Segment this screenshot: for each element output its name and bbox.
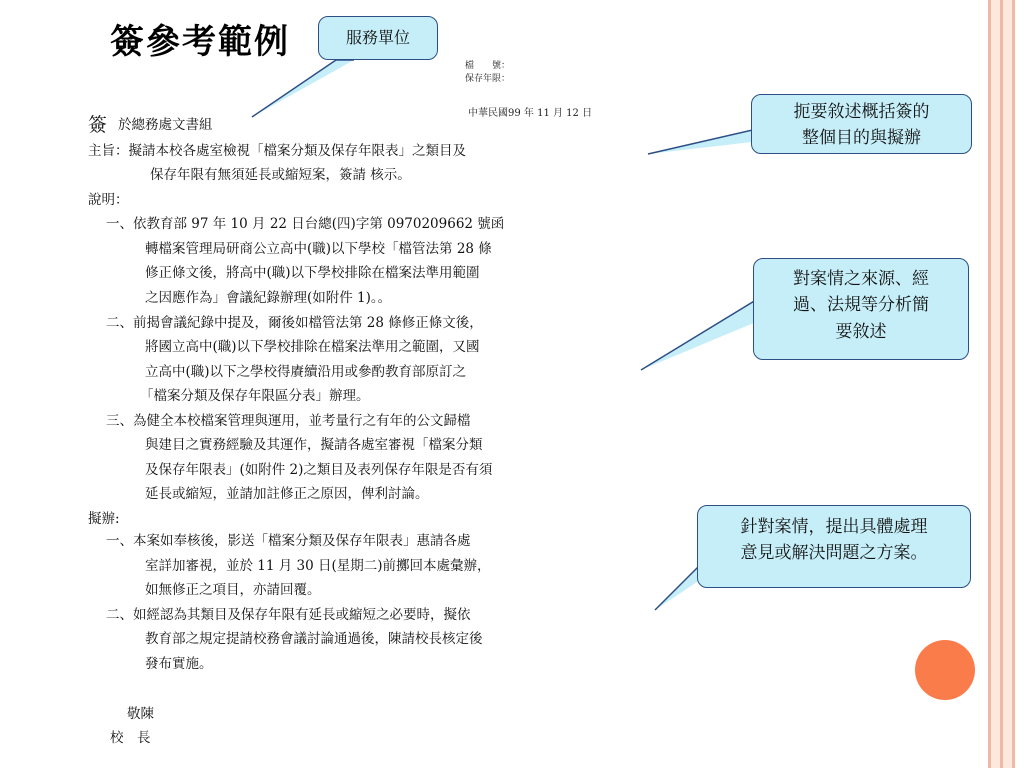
explain-2-line-4: 「檔案分類及保存年限區分表」辦理。 [140, 388, 370, 404]
callout-proposal [697, 505, 971, 588]
explain-2-line-2: 將國立高中(職)以下學校排除在檔案法準用之範圍，又國 [145, 339, 480, 355]
subject-line-2: 保存年限有無須延長或縮短案，簽請 核示。 [150, 167, 411, 183]
page-title: 簽參考範例 [110, 22, 290, 62]
proposal-2-line-1: 二、如經認為其類目及保存年限有延長或縮短之必要時，擬依 [106, 607, 471, 623]
explain-1-line-4: 之因應作為」會議紀錄辦理(如附件 1)。。 [145, 290, 392, 306]
callout-unit: 服務單位 [318, 16, 438, 60]
closing-text: 敬陳 [127, 706, 154, 722]
explain-2-line-3: 立高中(職)以下之學校得賡續沿用或參酌教育部原訂之 [145, 364, 467, 380]
callout-proposal-text: 針對案情，提出具體處理 意見或解決問題之方案。 [740, 517, 928, 564]
pointer-unit [252, 60, 354, 117]
explain-3-line-3: 及保存年限表」(如附件 2)之類目及表列保存年限是否有須 [145, 462, 493, 478]
sign-unit: 於總務處文書組 [118, 117, 213, 133]
proposal-2-line-2: 教育部之規定提請校務會議討論通過後，陳請校長核定後 [145, 631, 483, 647]
explain-1-line-3: 修正條文後，將高中(職)以下學校排除在檔案法準用範圍 [145, 265, 480, 281]
explain-3-line-1: 三、為健全本校檔案管理與運用，並考量行之有年的公文歸檔 [106, 413, 471, 429]
explain-3-line-2: 與建目之實務經驗及其運作，擬請各處室審視「檔案分類 [145, 437, 483, 453]
explain-2-line-1: 二、前揭會議紀錄中提及，爾後如檔管法第 28 條修正條文後， [106, 315, 483, 331]
pointer-analysis [641, 300, 756, 370]
explain-1-line-1: 一、依教育部 97 年 10 月 22 日台總(四)字第 0970209662 號函 [106, 216, 505, 232]
explain-3-line-4: 延長或縮短，並請加註修正之原因，俾利討論。 [145, 486, 429, 502]
decorative-orange-circle [915, 640, 975, 700]
principal-label: 校 長 [110, 730, 151, 746]
proposal-1-line-3: 如無修正之項目，亦請回覆。 [145, 582, 321, 598]
subject-line-1: 主旨：擬請本校各處室檢視「檔案分類及保存年限表」之類目及 [88, 143, 466, 159]
callout-summary [751, 94, 972, 154]
retention-label: 保存年限： [465, 74, 511, 84]
explain-1-line-2: 轉檔案管理局研商公立高中(職)以下學校「檔管法第 28 條 [145, 241, 492, 257]
callout-analysis-text: 對案情之來源、經 過、法規等分析簡 要敘述 [793, 269, 929, 342]
document-date: 中華民國99 年 11 月 12 日 [468, 108, 593, 119]
pointer-proposal [655, 565, 700, 610]
proposal-1-line-2: 室詳加審視，並於 11 月 30 日(星期二)前擲回本處彙辦， [145, 558, 491, 574]
callout-summary-text: 扼要敘述概括簽的 整個目的與擬辦 [793, 102, 930, 149]
sign-label: 簽 [88, 114, 108, 136]
explain-label: 說明： [88, 192, 129, 208]
callout-analysis [753, 258, 969, 360]
file-number-label: 檔 號： [465, 61, 511, 71]
proposal-label: 擬辦: [88, 511, 120, 527]
proposal-1-line-1: 一、本案如奉核後，影送「檔案分類及保存年限表」惠請各處 [106, 533, 471, 549]
proposal-2-line-3: 發布實施。 [145, 656, 213, 672]
